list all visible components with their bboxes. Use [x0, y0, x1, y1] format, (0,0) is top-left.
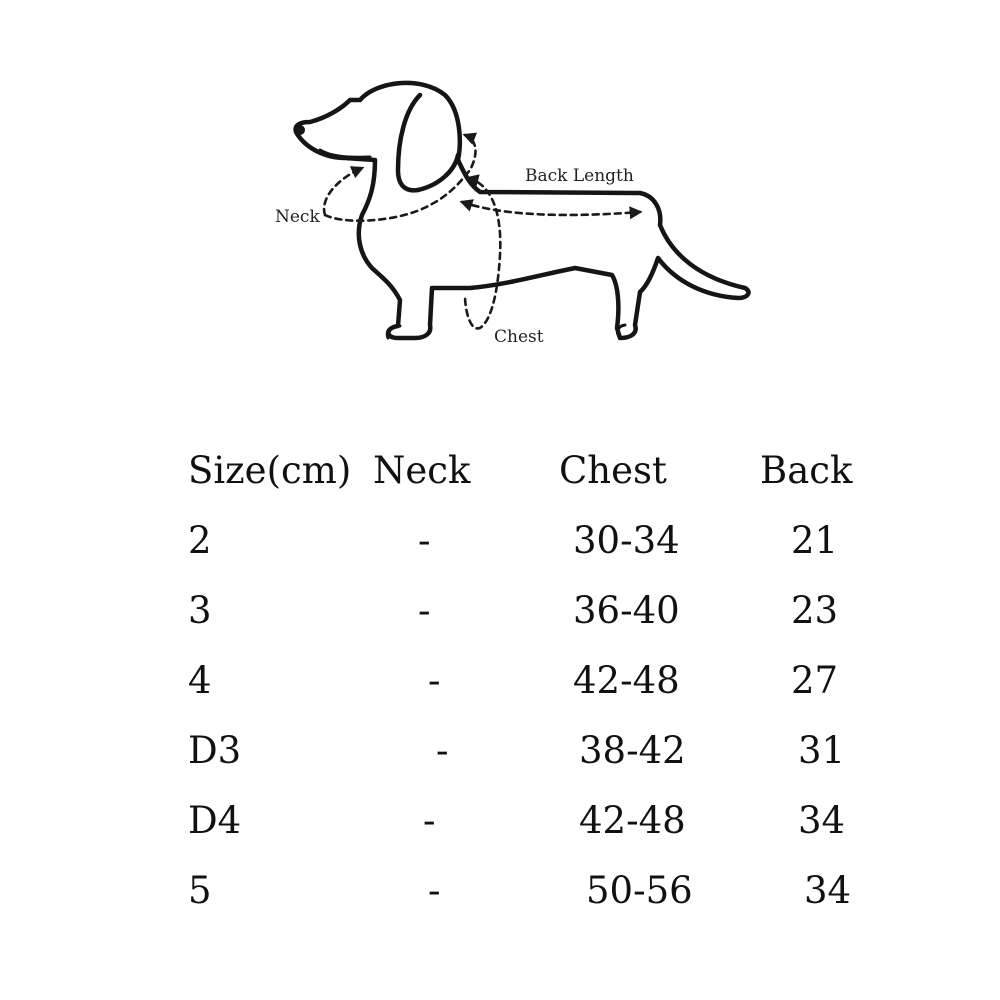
chest-cell: 42-48	[573, 659, 680, 702]
header-chest: Chest	[559, 449, 667, 492]
neck-cell: -	[428, 869, 441, 912]
header-neck: Neck	[373, 449, 471, 492]
size-cell: 2	[188, 519, 212, 562]
back-cell: 21	[791, 519, 839, 562]
size-cell: 4	[188, 659, 212, 702]
chest-label: Chest	[494, 327, 544, 347]
back-cell: 31	[798, 729, 846, 772]
dog-nose	[295, 125, 305, 135]
back-cell: 27	[791, 659, 839, 702]
table-row	[188, 786, 908, 856]
size-cell: D3	[188, 729, 242, 772]
chest-cell: 42-48	[579, 799, 686, 842]
table-row	[188, 506, 908, 576]
header-size: Size(cm)	[188, 449, 352, 492]
dog-outline	[295, 83, 749, 338]
neck-measure-line-lower	[324, 168, 362, 215]
dog-body-outline	[296, 83, 749, 338]
chest-cell: 30-34	[573, 519, 680, 562]
neck-cell: -	[423, 799, 436, 842]
neck-cell: -	[428, 659, 441, 702]
dog-ear	[398, 95, 458, 190]
table-header-row	[188, 436, 908, 506]
back-cell: 34	[798, 799, 846, 842]
size-cell: 5	[188, 869, 212, 912]
chest-cell: 36-40	[573, 589, 680, 632]
size-cell: D4	[188, 799, 242, 842]
table-row	[188, 576, 908, 646]
table-row	[188, 646, 908, 716]
table-row	[188, 716, 908, 786]
neck-cell: -	[436, 729, 449, 772]
chest-cell: 50-56	[586, 869, 693, 912]
back-length-label: Back Length	[525, 166, 634, 186]
neck-cell: -	[418, 589, 431, 632]
size-table	[188, 436, 908, 926]
back-length-measure-line	[462, 202, 640, 215]
size-cell: 3	[188, 589, 212, 632]
neck-cell: -	[418, 519, 431, 562]
dog-measurement-diagram	[0, 0, 1000, 380]
table-row	[188, 856, 908, 926]
chest-measure-line	[465, 178, 500, 328]
back-cell: 23	[791, 589, 839, 632]
neck-label: Neck	[275, 207, 320, 227]
header-back: Back	[760, 449, 853, 492]
chest-cell: 38-42	[579, 729, 686, 772]
back-cell: 34	[804, 869, 852, 912]
measurement-lines	[324, 135, 640, 328]
